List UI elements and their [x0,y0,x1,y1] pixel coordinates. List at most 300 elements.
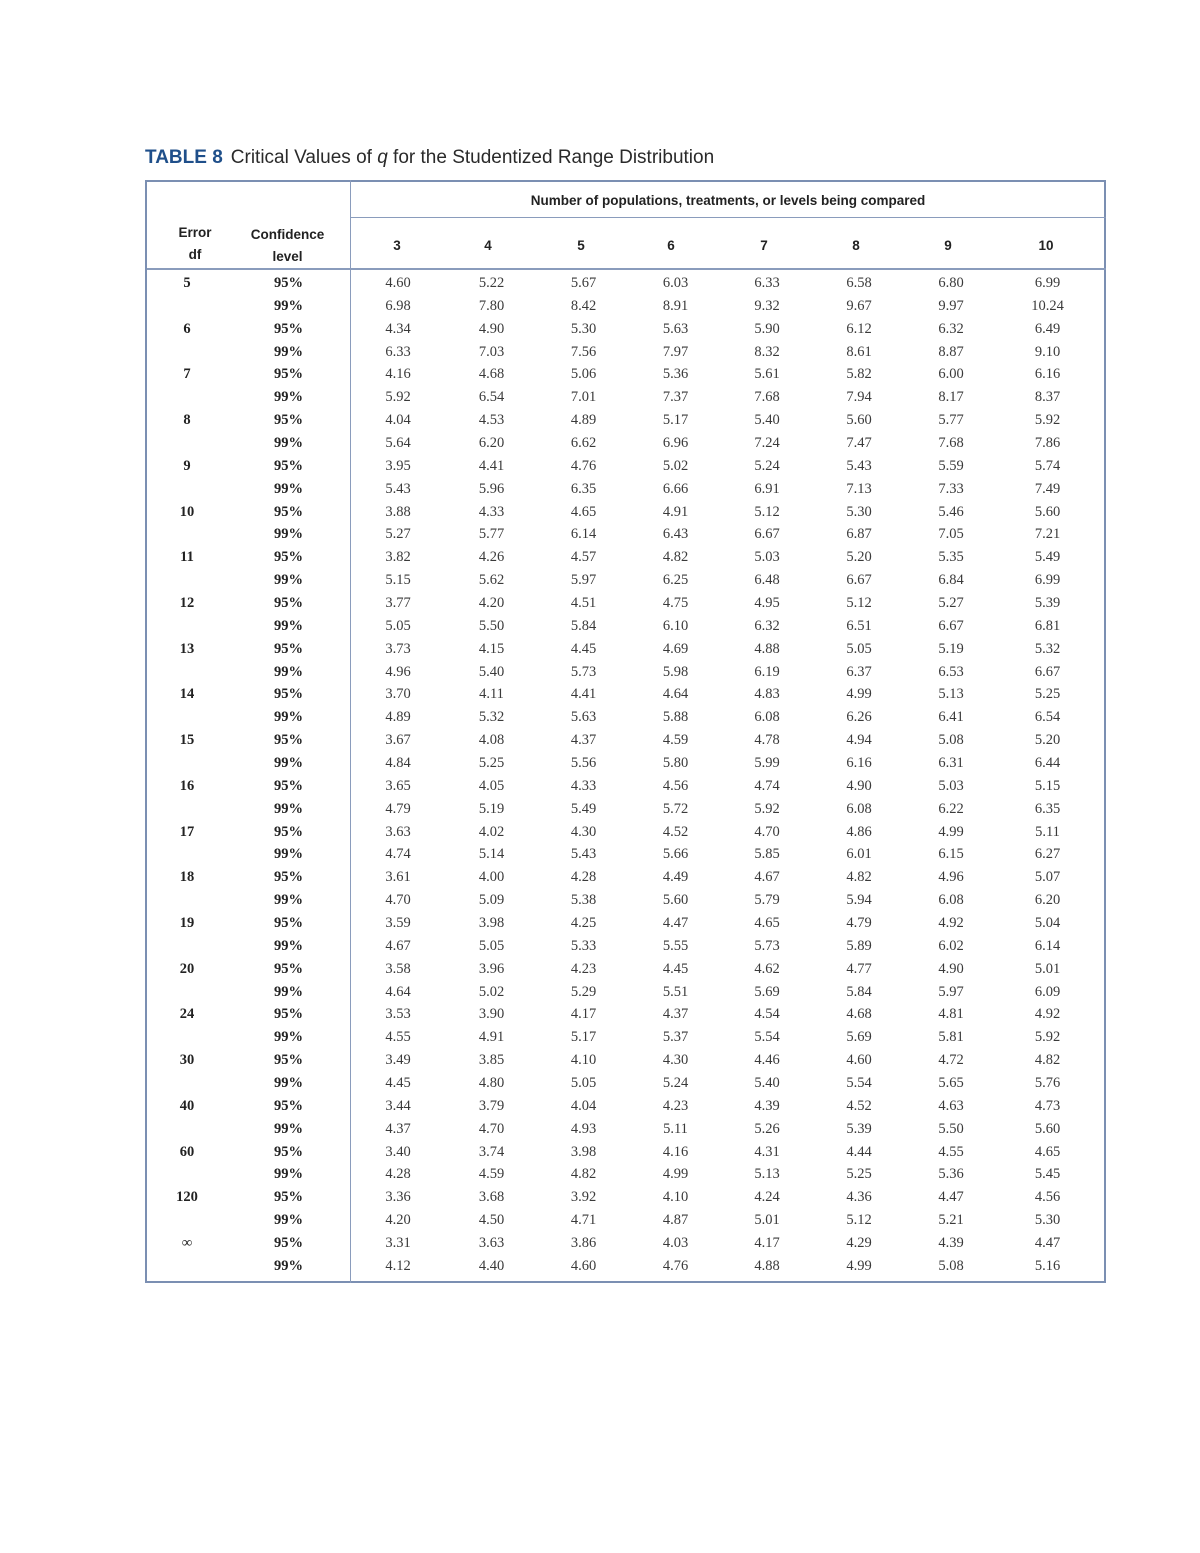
column-header-10: 10 [1038,238,1054,253]
critical-value-cell: 6.32 [754,617,780,634]
critical-value-cell: 4.91 [662,503,689,520]
table-row [147,1186,1098,1209]
critical-value-cell: 4.55 [938,1143,964,1160]
error-df-cell: 120 [176,1189,198,1206]
critical-value-cell: 5.51 [662,983,689,1000]
critical-value-cell: 4.37 [662,1006,689,1023]
error-df-cell: 10 [179,503,195,520]
error-df-cell [147,341,227,364]
critical-value-cell: 4.89 [385,709,411,726]
confidence-level-cell: 99% [274,1029,303,1046]
critical-value-cell: 5.63 [662,320,689,337]
column-header-4: 4 [484,238,492,253]
confidence-level-cell: 99% [274,754,303,771]
critical-value-cell: 5.64 [385,434,411,451]
critical-value-cell: 5.30 [570,320,597,337]
confidence-level-cell: 99% [274,1075,303,1091]
table-row [147,1004,1098,1027]
critical-value-cell: 6.32 [938,320,964,337]
critical-value-cell: 5.60 [1034,503,1061,520]
critical-values-table [147,272,1098,1278]
confidence-level-cell: 99% [274,480,303,497]
error-df-cell [147,1255,227,1278]
critical-value-cell: 4.16 [662,1143,689,1160]
critical-value-cell: 6.16 [846,754,872,771]
critical-value-cell: 5.01 [1034,960,1061,977]
error-df-cell [147,1209,227,1232]
critical-value-cell: 5.20 [1034,732,1061,749]
critical-value-cell: 4.79 [385,800,411,817]
confidence-level-cell: 95% [274,777,303,794]
critical-value-cell: 4.76 [662,1257,689,1274]
critical-value-cell: 3.53 [385,1006,411,1023]
column-header-6: 6 [667,238,675,253]
critical-value-cell: 4.60 [846,1052,872,1069]
critical-value-cell: 3.59 [385,914,411,931]
critical-value-cell: 5.54 [754,1029,780,1046]
critical-value-cell: 6.67 [754,526,780,543]
critical-value-cell: 4.03 [662,1235,689,1252]
critical-value-cell: 6.02 [938,937,964,954]
critical-value-cell: 4.89 [570,412,597,429]
critical-value-cell: 4.23 [570,960,597,977]
critical-value-cell: 4.33 [478,503,505,520]
error-df-cell [147,798,227,821]
critical-value-cell: 4.45 [385,1075,411,1091]
critical-value-cell: 5.92 [754,800,780,817]
critical-value-cell: 5.50 [478,617,505,634]
critical-value-cell: 6.20 [1034,892,1061,909]
table-row [147,478,1098,501]
critical-value-cell: 6.67 [846,572,872,589]
error-df-cell [147,1026,227,1049]
critical-value-cell: 6.43 [662,526,689,543]
critical-value-cell: 5.72 [662,800,689,817]
critical-value-cell: 4.91 [478,1029,505,1046]
error-df-cell: 8 [183,412,191,429]
critical-value-cell: 4.53 [478,412,505,429]
confidence-level-cell: 95% [274,640,303,657]
critical-value-cell: 4.28 [570,869,597,886]
critical-value-cell: 3.49 [385,1052,411,1069]
critical-value-cell: 3.73 [385,640,411,657]
error-df-cell [147,569,227,592]
critical-value-cell: 7.97 [662,343,689,360]
table-row [147,1209,1098,1232]
critical-value-cell: 4.82 [662,549,689,566]
critical-value-cell: 6.01 [846,846,872,863]
critical-value-cell: 5.36 [938,1166,964,1183]
critical-value-cell: 8.42 [570,297,597,314]
critical-value-cell: 4.81 [938,1006,964,1023]
critical-value-cell: 5.20 [846,549,872,566]
critical-value-cell: 4.37 [570,732,597,749]
critical-value-cell: 5.17 [570,1029,597,1046]
critical-value-cell: 6.91 [754,480,780,497]
critical-value-cell: 4.83 [754,686,780,703]
critical-value-cell: 4.49 [662,869,689,886]
table-row [147,775,1098,798]
critical-value-cell: 5.11 [1035,823,1060,840]
critical-value-cell: 3.86 [570,1235,597,1252]
critical-value-cell: 4.75 [662,594,689,611]
critical-value-cell: 5.79 [754,892,780,909]
critical-value-cell: 5.73 [570,663,597,680]
critical-value-cell: 4.44 [846,1143,872,1160]
table-row [147,1141,1098,1164]
table-number: TABLE 8 [145,147,223,168]
critical-value-cell: 4.41 [478,457,505,474]
critical-value-cell: 3.95 [385,457,411,474]
critical-value-cell: 7.68 [938,434,964,451]
critical-value-cell: 3.70 [385,686,411,703]
critical-value-cell: 6.22 [938,800,964,817]
error-df-cell: 40 [179,1097,195,1114]
critical-value-cell: 5.45 [1034,1166,1061,1183]
confidence-level-cell: 99% [274,297,303,314]
error-df-cell [147,523,227,546]
critical-value-cell: 5.54 [846,1075,872,1091]
critical-value-cell: 5.21 [938,1212,964,1229]
critical-value-cell: 5.85 [754,846,780,863]
table-row [147,935,1098,958]
critical-value-cell: 4.25 [570,914,597,931]
critical-value-cell: 5.22 [478,274,505,291]
confidence-level-cell: 99% [274,983,303,1000]
critical-value-cell: 4.45 [570,640,597,657]
error-df-cell: 15 [179,732,195,749]
critical-value-cell: 6.41 [938,709,964,726]
confidence-level-cell: 95% [274,412,303,429]
critical-value-cell: 6.80 [938,274,964,291]
column-header-5: 5 [577,238,585,253]
confidence-level-cell: 99% [274,526,303,543]
confidence-level-cell: 99% [274,937,303,954]
critical-value-cell: 5.43 [846,457,872,474]
critical-value-cell: 4.47 [662,914,689,931]
critical-value-cell: 6.54 [478,389,505,406]
critical-value-cell: 4.70 [385,892,411,909]
critical-value-cell: 5.12 [846,594,872,611]
confidence-level-cell: 95% [274,320,303,337]
critical-value-cell: 3.77 [385,594,411,611]
critical-value-cell: 5.01 [754,1212,780,1229]
critical-value-cell: 5.60 [1034,1120,1061,1137]
table-row [147,912,1098,935]
error-df-cell: 20 [179,960,195,977]
critical-value-cell: 5.39 [846,1120,872,1137]
table-row [147,1072,1098,1095]
critical-value-cell: 6.44 [1034,754,1061,771]
critical-value-cell: 5.17 [662,412,689,429]
table-row [147,455,1098,478]
table-row [147,386,1098,409]
critical-value-cell: 7.68 [754,389,780,406]
confidence-level-cell: 95% [274,503,303,520]
critical-value-cell: 7.33 [938,480,964,497]
critical-value-cell: 4.26 [478,549,505,566]
critical-value-cell: 3.88 [385,503,411,520]
confidence-level-cell: 95% [274,823,303,840]
error-df-cell [147,478,227,501]
critical-value-cell: 6.20 [478,434,505,451]
confidence-level-cell: 95% [274,1052,303,1069]
critical-value-cell: 5.90 [754,320,780,337]
critical-value-cell: 7.37 [662,389,689,406]
table-row [147,341,1098,364]
critical-value-cell: 5.39 [1034,594,1061,611]
table-row [147,409,1098,432]
error-df-header-line2: df [188,247,202,262]
critical-value-cell: 4.45 [662,960,689,977]
error-df-cell: 9 [183,457,191,474]
critical-value-cell: 4.31 [754,1143,780,1160]
critical-value-cell: 8.87 [938,343,964,360]
critical-value-cell: 5.92 [385,389,411,406]
critical-value-cell: 9.10 [1034,343,1061,360]
critical-value-cell: 5.84 [570,617,597,634]
critical-value-cell: 5.05 [478,937,505,954]
critical-value-cell: 3.67 [385,732,411,749]
error-df-cell [147,843,227,866]
table-row [147,981,1098,1004]
critical-value-cell: 4.82 [1034,1052,1061,1069]
confidence-level-cell: 99% [274,1257,303,1274]
confidence-level-cell: 99% [274,846,303,863]
critical-value-cell: 4.74 [754,777,780,794]
table-row [147,1232,1098,1255]
critical-value-cell: 5.14 [478,846,505,863]
critical-value-cell: 5.94 [846,892,872,909]
confidence-level-cell: 95% [274,869,303,886]
table-row [147,958,1098,981]
confidence-level-cell: 99% [274,709,303,726]
critical-value-cell: 4.05 [478,777,505,794]
table-row [147,729,1098,752]
critical-value-cell: 4.46 [754,1052,780,1069]
critical-value-cell: 4.68 [478,366,505,383]
title-text-start: Critical Values of [230,147,378,168]
critical-value-cell: 5.26 [754,1120,780,1137]
critical-value-cell: 6.35 [1034,800,1061,817]
critical-value-cell: 6.00 [938,366,964,383]
critical-value-cell: 6.84 [938,572,964,589]
critical-value-cell: 4.90 [938,960,964,977]
critical-value-cell: 5.69 [846,1029,872,1046]
critical-value-cell: 4.60 [385,274,411,291]
error-df-cell: 18 [179,869,195,886]
confidence-level-cell: 95% [274,549,303,566]
critical-value-cell: 4.20 [385,1212,411,1229]
critical-value-cell: 4.65 [754,914,780,931]
table-row [147,1164,1098,1187]
table-row [147,1026,1098,1049]
critical-value-cell: 4.88 [754,1257,780,1274]
confidence-level-cell: 99% [274,800,303,817]
confidence-level-cell: 95% [274,457,303,474]
critical-value-cell: 6.67 [938,617,964,634]
critical-value-cell: 8.91 [662,297,689,314]
critical-value-cell: 5.92 [1034,1029,1061,1046]
table-row [147,798,1098,821]
critical-value-cell: 3.65 [385,777,411,794]
critical-value-cell: 6.62 [570,434,597,451]
critical-value-cell: 4.55 [385,1029,411,1046]
critical-value-cell: 4.74 [385,846,411,863]
table-row [147,272,1098,295]
critical-value-cell: 5.37 [662,1029,689,1046]
critical-value-cell: 6.14 [570,526,597,543]
critical-value-cell: 5.92 [1034,412,1061,429]
error-df-cell: 60 [179,1143,195,1160]
critical-value-cell: 4.16 [385,366,411,383]
confidence-level-cell: 99% [274,1212,303,1229]
critical-value-cell: 5.05 [846,640,872,657]
confidence-level-cell: 99% [274,1166,303,1183]
critical-value-cell: 5.29 [570,983,597,1000]
critical-value-cell: 10.24 [1031,297,1064,314]
critical-value-cell: 4.73 [1034,1097,1061,1114]
critical-value-cell: 8.37 [1034,389,1061,406]
critical-value-cell: 6.81 [1034,617,1061,634]
critical-value-cell: 6.37 [846,663,872,680]
critical-value-cell: 4.84 [385,754,411,771]
critical-value-cell: 6.53 [938,663,964,680]
critical-value-cell: 4.50 [478,1212,505,1229]
critical-value-cell: 3.92 [570,1189,597,1206]
critical-value-cell: 6.48 [754,572,780,589]
critical-value-cell: 6.15 [938,846,964,863]
critical-value-cell: 6.87 [846,526,872,543]
critical-value-cell: 5.43 [385,480,411,497]
critical-value-cell: 6.08 [754,709,780,726]
critical-value-cell: 3.40 [385,1143,411,1160]
critical-value-cell: 4.99 [662,1166,689,1183]
critical-value-cell: 3.98 [570,1143,597,1160]
critical-value-cell: 5.13 [938,686,964,703]
critical-value-cell: 5.65 [938,1075,964,1091]
critical-value-cell: 4.39 [938,1235,964,1252]
table-row [147,889,1098,912]
critical-value-cell: 4.57 [570,549,597,566]
confidence-level-cell: 95% [274,1189,303,1206]
error-df-cell: 7 [183,366,191,383]
confidence-level-cell: 99% [274,389,303,406]
error-df-cell [147,615,227,638]
confidence-level-cell: 95% [274,1006,303,1023]
critical-value-cell: 6.08 [938,892,964,909]
critical-value-cell: 6.54 [1034,709,1061,726]
critical-value-cell: 5.06 [570,366,597,383]
confidence-level-cell: 99% [274,892,303,909]
critical-value-cell: 7.80 [478,297,505,314]
table-row [147,523,1098,546]
critical-value-cell: 5.43 [570,846,597,863]
table-row [147,318,1098,341]
critical-value-cell: 4.90 [846,777,872,794]
critical-value-cell: 4.40 [478,1257,505,1274]
confidence-level-cell: 95% [274,274,303,291]
critical-value-cell: 4.87 [662,1212,689,1229]
critical-value-cell: 4.67 [754,869,780,886]
critical-value-cell: 5.67 [570,274,597,291]
critical-value-cell: 4.68 [846,1006,872,1023]
critical-value-cell: 7.94 [846,389,872,406]
critical-value-cell: 6.99 [1034,572,1061,589]
critical-value-cell: 6.14 [1034,937,1061,954]
critical-value-cell: 5.77 [938,412,964,429]
critical-value-cell: 3.44 [385,1097,411,1114]
critical-value-cell: 4.94 [846,732,872,749]
column-header-3: 3 [393,238,401,253]
critical-value-cell: 5.50 [938,1120,964,1137]
critical-value-cell: 4.71 [570,1212,597,1229]
critical-value-cell: 5.74 [1034,457,1061,474]
critical-value-cell: 6.96 [662,434,689,451]
critical-value-cell: 5.09 [478,892,505,909]
critical-value-cell: 4.78 [754,732,780,749]
critical-value-cell: 5.15 [385,572,411,589]
table-row [147,843,1098,866]
critical-value-cell: 7.24 [754,434,780,451]
critical-value-cell: 4.72 [938,1052,964,1069]
error-df-header [160,222,230,266]
critical-value-cell: 5.76 [1034,1075,1061,1091]
critical-value-cell: 3.79 [478,1097,505,1114]
critical-value-cell: 6.49 [1034,320,1061,337]
critical-value-cell: 4.28 [385,1166,411,1183]
confidence-level-cell: 99% [274,663,303,680]
critical-value-cell: 5.81 [938,1029,964,1046]
title-q-symbol: q [377,147,388,168]
critical-value-cell: 3.74 [478,1143,505,1160]
critical-value-cell: 7.03 [478,343,505,360]
critical-value-cell: 5.03 [938,777,964,794]
confidence-level-cell: 99% [274,343,303,360]
error-df-cell [147,981,227,1004]
critical-value-cell: 5.61 [754,366,780,383]
error-df-cell: 5 [183,274,191,291]
critical-value-cell: 4.00 [478,869,505,886]
critical-value-cell: 3.68 [478,1189,505,1206]
confidence-header-line1: Confidence [250,227,325,242]
confidence-level-cell: 99% [274,572,303,589]
critical-value-cell: 5.49 [1034,549,1061,566]
critical-value-cell: 5.24 [662,1075,689,1091]
table-row [147,661,1098,684]
critical-value-cell: 4.52 [662,823,689,840]
confidence-level-cell: 95% [274,1097,303,1114]
critical-value-cell: 5.12 [846,1212,872,1229]
critical-value-cell: 3.82 [385,549,411,566]
error-df-cell [147,706,227,729]
error-df-cell: 12 [179,594,195,611]
error-df-cell: 16 [179,777,195,794]
critical-value-cell: 5.12 [754,503,780,520]
critical-value-cell: 6.03 [662,274,689,291]
error-df-cell: 24 [179,1006,195,1023]
error-df-cell [147,295,227,318]
critical-value-cell: 5.55 [662,937,689,954]
critical-value-cell: 4.59 [478,1166,505,1183]
critical-value-cell: 4.39 [754,1097,780,1114]
critical-value-cell: 5.30 [1034,1212,1061,1229]
critical-value-cell: 4.65 [570,503,597,520]
critical-value-cell: 6.25 [662,572,689,589]
error-df-cell [147,752,227,775]
critical-value-cell: 5.04 [1034,914,1061,931]
critical-value-cell: 7.21 [1034,526,1061,543]
